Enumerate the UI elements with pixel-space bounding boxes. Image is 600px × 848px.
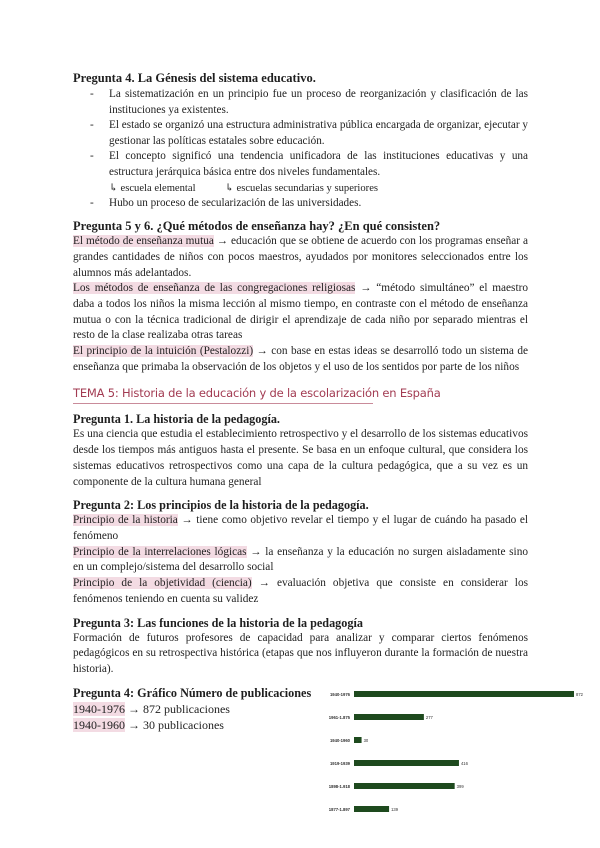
bar xyxy=(354,737,362,743)
section-pregunta-5-6 xyxy=(73,218,528,375)
bar xyxy=(354,760,459,766)
highlight: Principio de la objetividad (ciencia) xyxy=(73,577,252,590)
section-p1 xyxy=(73,411,528,490)
highlight: El método de enseñanza mutua xyxy=(73,235,214,248)
highlight: Principio de la historia xyxy=(73,514,178,527)
list-item: - Hubo un proceso de secularización de las universidades. xyxy=(73,196,528,212)
paragraph-intuicion xyxy=(73,344,528,375)
highlight: 1940-1976 xyxy=(73,701,125,716)
document-page xyxy=(73,70,528,734)
paragraph-principio-objetividad xyxy=(73,576,528,607)
sub-level-elemental: ↳ escuela elemental xyxy=(109,182,196,194)
heading-p2: Pregunta 2: Los principios de la historia de la pedagogía. xyxy=(73,498,369,513)
category-label: 1919-1939 xyxy=(329,761,350,766)
section-p2 xyxy=(73,497,528,607)
heading-pregunta-4: Pregunta 4. La Génesis del sistema educativo. xyxy=(73,71,316,85)
paragraph-text: → “método simultáneo” el maestro daba a todos los niños la misma lección al mismo tiempo, en contraste con el método de enseñanza mutua o con la técnica tradicional de dirigir el aprendizaje de cada niño por separado mientras el resto de la clase realizaba otras tareas xyxy=(73,282,528,342)
highlight: Los métodos de enseñanza de las congregaciones religiosas xyxy=(73,282,356,295)
highlight: Principio de la interrelaciones lógicas xyxy=(73,545,247,558)
tema-heading: TEMA 5: Historia de la educación y de la escolarización en España xyxy=(73,386,373,404)
row-text: → 872 publicaciones xyxy=(125,701,230,716)
bar xyxy=(354,691,574,697)
category-label: 1961-1.875 xyxy=(328,715,350,720)
paragraph-text: → la enseñanza y la educación no surgen aisladamente sino en un complejo/sistema del desarrollo social xyxy=(73,545,528,574)
highlight: 1940-1960 xyxy=(73,718,125,733)
section-p3 xyxy=(73,615,528,678)
category-label: 1898-1.918 xyxy=(328,784,350,789)
publications-bar-chart xyxy=(312,686,590,836)
paragraph-p1: Es una ciencia que estudia el establecimiento retrospectivo y el desarrollo de los sistemas educativos desde los tiempos más antiguos hasta el presente. Se basa en un enfoque cultural, que considera los sistemas educativos retrospectivos como una capa de la cultura pedagógica, que a su vez es un componente de la cultura humana general xyxy=(73,428,528,488)
bar xyxy=(354,783,455,789)
value-label: 872 xyxy=(576,692,583,697)
heading-p3: Pregunta 3: Las funciones de la historia de la pedagogía xyxy=(73,615,363,630)
list-item-text: El concepto significó una tendencia unificadora de las instituciones educativas y una estructura jerárquica básica entre dos niveles fundamentales. xyxy=(109,150,528,178)
heading-pregunta-5-6: Pregunta 5 y 6. ¿Qué métodos de enseñanza hay? ¿En qué consisten? xyxy=(73,219,441,234)
paragraph-metodo-mutua xyxy=(73,234,528,281)
category-label: 1877-1.897 xyxy=(328,807,350,812)
value-label: 399 xyxy=(456,784,464,789)
sub-levels xyxy=(109,181,528,196)
row-text: → 30 publicaciones xyxy=(125,718,224,733)
heading-p1: Pregunta 1. La historia de la pedagogía. xyxy=(73,412,280,427)
list-item: - El estado se organizó una estructura administrativa pública encargada de organizar, ejecutar y gestionar las políticas estatales sobre educación. xyxy=(73,118,528,149)
value-label: 277 xyxy=(425,715,433,720)
value-label: 139 xyxy=(391,807,399,812)
paragraph-principio-historia xyxy=(73,513,528,544)
category-label: 1940-1976 xyxy=(329,692,350,697)
category-label: 1940-1960 xyxy=(329,738,350,743)
paragraph-text: → educación que se obtiene de acuerdo con los programas enseñar a grandes cantidades de niños con pocos maestros, ayudados por monitores seleccionados entre los alumnos más adelantados. xyxy=(73,235,528,279)
paragraph-text: → con base en estas ideas se desarrolló todo un sistema de enseñanza que primaba la observación de los objetos y el uso de los sentidos por parte de los niños xyxy=(73,345,528,373)
paragraph-p3: Formación de futuros profesores de capacidad para analizar y comparar ciertos fenómenos pedagógicos en su retrospectiva histórica (etapas que nos influyeron durante la formación de nuestra historia). xyxy=(73,631,528,675)
value-label: 416 xyxy=(460,761,468,766)
section-pregunta-4 xyxy=(73,70,528,211)
bar xyxy=(354,714,424,720)
heading-p4: Pregunta 4: Gráfico Número de publicaciones xyxy=(73,685,312,700)
list-item: - La sistematización en un principio fue un proceso de reorganización y clasificación de las instituciones ya existentes. xyxy=(73,87,528,118)
paragraph-text: → tiene como objetivo revelar el tiempo y el lugar de cuándo ha pasado el fenómeno xyxy=(73,514,528,542)
paragraph-text: → evaluación objetiva que consiste en considerar los fenómenos teniendo en cuenta su validez xyxy=(73,577,528,605)
paragraph-congregaciones xyxy=(73,281,528,344)
highlight: El principio de la intuición (Pestalozzi) xyxy=(73,345,254,358)
sub-level-secundaria: ↳ escuelas secundarias y superiores xyxy=(225,182,379,194)
list-item xyxy=(73,149,528,195)
paragraph-principio-interrelaciones xyxy=(73,545,528,576)
bullet-list xyxy=(73,87,528,211)
bar xyxy=(354,806,389,812)
value-label: 30 xyxy=(363,738,369,743)
